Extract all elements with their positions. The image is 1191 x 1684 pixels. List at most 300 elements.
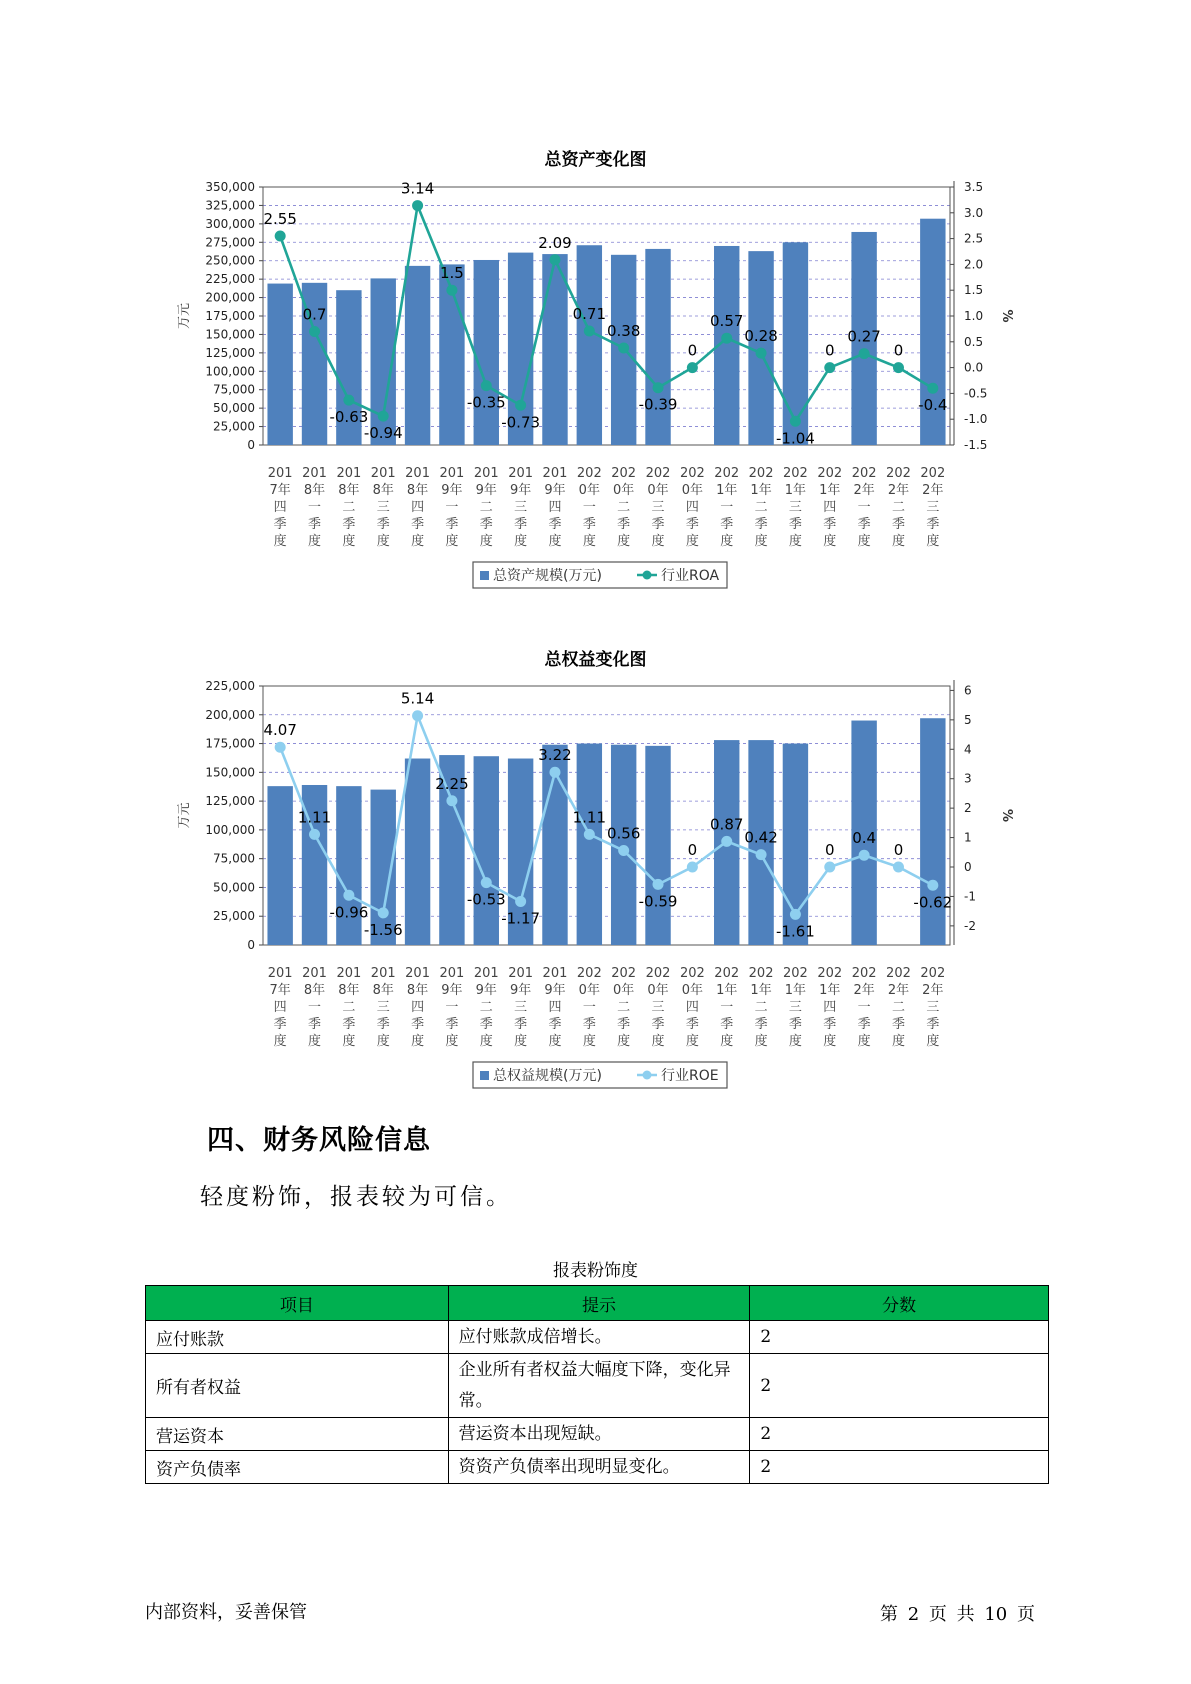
data-point [378, 411, 389, 422]
bar [645, 249, 670, 445]
y2-tick-label: 5 [964, 712, 972, 727]
x-tick-label: 三 [514, 1000, 528, 1015]
x-tick-label: 季 [273, 1017, 287, 1032]
x-tick-label: 四 [411, 1000, 425, 1015]
x-tick-label: 度 [514, 1034, 528, 1049]
x-tick-label: 201 [439, 466, 465, 481]
footer-confidential: 内部资料，妥善保管 [145, 1602, 307, 1623]
x-tick-label: 季 [411, 1017, 425, 1032]
x-tick-label: 度 [891, 1034, 905, 1049]
x-tick-label: 202 [748, 966, 774, 981]
x-tick-label: 季 [342, 517, 356, 532]
data-label: 2.09 [538, 233, 572, 252]
x-tick-label: 9年 [475, 983, 497, 998]
x-tick-label: 季 [926, 1017, 940, 1032]
data-label: 0.4 [852, 829, 877, 848]
x-tick-label: 201 [267, 466, 293, 481]
y-tick-label: 100,000 [205, 822, 255, 837]
legend-line-label: 行业ROA [661, 568, 720, 584]
data-point [343, 890, 354, 901]
table-row [146, 1354, 1049, 1418]
data-label: -0.39 [638, 395, 678, 414]
x-tick-label: 四 [273, 500, 287, 515]
chart-title-total-assets: 总资产变化图 [544, 150, 647, 170]
x-tick-label: 2年 [887, 483, 910, 498]
x-tick-label: 201 [302, 466, 327, 481]
x-tick-label: 201 [542, 966, 568, 981]
risk-table [145, 1285, 1049, 1484]
x-tick-label: 三 [788, 1000, 802, 1015]
x-tick-label: 季 [685, 517, 699, 532]
x-tick-label: 季 [376, 1017, 390, 1032]
data-point [687, 362, 698, 373]
legend-bar-swatch [480, 1071, 489, 1080]
x-tick-label: 度 [548, 534, 562, 549]
data-point [515, 400, 526, 411]
x-tick-label: 季 [411, 517, 425, 532]
data-label: 4.07 [263, 721, 297, 740]
x-tick-label: 度 [685, 534, 699, 549]
x-tick-label: 一 [308, 500, 322, 515]
row-item: 所有者权益 [146, 1354, 449, 1418]
data-label: -0.63 [329, 408, 369, 427]
x-tick-label: 度 [926, 1034, 940, 1049]
x-tick-label: 201 [473, 466, 499, 481]
y-tick-label: 100,000 [205, 364, 255, 379]
y2-tick-label: 1.0 [964, 309, 984, 323]
x-tick-label: 度 [514, 534, 528, 549]
x-tick-label: 一 [857, 1000, 871, 1015]
data-label: 0 [893, 841, 904, 860]
y2-tick-label: 2 [964, 801, 972, 816]
x-tick-label: 202 [714, 966, 740, 981]
x-tick-label: 季 [720, 517, 734, 532]
data-label: -0.35 [466, 393, 506, 412]
x-tick-label: 季 [273, 517, 287, 532]
data-label: -0.94 [363, 424, 403, 443]
row-score: 2 [750, 1321, 1049, 1354]
x-tick-label: 1年 [716, 483, 738, 498]
y2-tick-label: -1 [964, 889, 976, 904]
x-tick-label: 季 [514, 1017, 528, 1032]
x-tick-label: 202 [920, 466, 946, 481]
row-score: 2 [750, 1418, 1049, 1451]
x-tick-label: 度 [891, 534, 905, 549]
x-tick-label: 一 [445, 500, 459, 515]
y2-tick-label: 3.5 [964, 180, 984, 194]
header-item: 项目 [146, 1286, 449, 1321]
y2-axis-label: % [999, 309, 1014, 323]
total-equity-chart [0, 600, 1191, 1100]
y-tick-label: 50,000 [213, 401, 255, 416]
x-tick-label: 8年 [372, 983, 394, 998]
x-tick-label: 季 [891, 517, 905, 532]
x-tick-label: 一 [857, 500, 871, 515]
x-tick-label: 201 [405, 966, 430, 981]
x-tick-label: 度 [823, 1034, 837, 1049]
x-tick-label: 度 [479, 1034, 493, 1049]
y-tick-label: 50,000 [213, 880, 255, 895]
data-label: 0 [893, 341, 904, 360]
x-tick-label: 四 [685, 1000, 699, 1015]
y2-tick-label: 2.5 [964, 231, 984, 246]
x-tick-label: 季 [857, 517, 871, 532]
data-label: 3.22 [538, 746, 572, 765]
x-tick-label: 201 [370, 466, 396, 481]
x-tick-label: 0年 [647, 483, 669, 498]
x-tick-label: 2年 [922, 483, 944, 498]
data-point [790, 909, 801, 920]
x-tick-label: 季 [308, 1017, 322, 1032]
x-tick-label: 1年 [784, 483, 807, 498]
bar [577, 245, 602, 445]
data-label: -0.59 [638, 892, 678, 911]
y-tick-label: 150,000 [205, 765, 255, 780]
row-score: 2 [750, 1451, 1049, 1484]
x-tick-label: 度 [788, 534, 802, 549]
table-caption: 报表粉饰度 [553, 1261, 638, 1281]
data-point [343, 395, 354, 406]
x-tick-label: 度 [548, 1034, 562, 1049]
x-tick-label: 201 [439, 966, 465, 981]
y-axis-label: 万元 [177, 802, 192, 829]
x-tick-label: 二 [891, 500, 905, 515]
x-tick-label: 202 [611, 466, 637, 481]
x-tick-label: 度 [445, 534, 459, 549]
data-point [378, 907, 389, 918]
x-tick-label: 度 [617, 534, 631, 549]
data-label: -0.73 [501, 413, 541, 432]
x-tick-label: 季 [926, 517, 940, 532]
x-tick-label: 202 [851, 466, 877, 481]
data-label: 0.42 [744, 828, 778, 847]
x-tick-label: 季 [754, 1017, 768, 1032]
row-item: 应付账款 [146, 1321, 449, 1354]
x-tick-label: 度 [308, 534, 322, 549]
y2-tick-label: 4 [964, 742, 972, 757]
x-tick-label: 季 [651, 517, 665, 532]
data-point [275, 231, 286, 242]
x-tick-label: 7年 [269, 983, 291, 998]
x-tick-label: 2年 [853, 483, 875, 498]
bar [267, 284, 292, 445]
data-point [584, 325, 595, 336]
x-tick-label: 季 [548, 517, 562, 532]
data-point [756, 849, 767, 860]
y-tick-label: 125,000 [205, 345, 255, 360]
bar [267, 786, 292, 945]
x-tick-label: 季 [342, 1017, 356, 1032]
data-point [893, 862, 904, 873]
x-tick-label: 度 [651, 534, 665, 549]
data-point [824, 362, 835, 373]
y2-tick-label: 6 [964, 683, 972, 698]
x-tick-label: 三 [376, 500, 390, 515]
data-point [618, 342, 629, 353]
y2-tick-label: -0.5 [964, 386, 988, 401]
x-tick-label: 1年 [750, 483, 772, 498]
data-label: 0.28 [744, 327, 778, 346]
x-tick-label: 四 [823, 1000, 837, 1015]
y-tick-label: 125,000 [205, 794, 255, 809]
x-tick-label: 一 [582, 500, 596, 515]
x-tick-label: 季 [617, 1017, 631, 1032]
y-tick-label: 200,000 [205, 290, 255, 305]
data-label: 0 [687, 841, 698, 860]
x-tick-label: 度 [582, 534, 596, 549]
x-tick-label: 季 [823, 517, 837, 532]
data-label: -1.56 [363, 920, 403, 939]
x-tick-label: 季 [823, 1017, 837, 1032]
table-row [146, 1418, 1049, 1451]
x-tick-label: 202 [748, 466, 774, 481]
y2-tick-label: 0 [964, 860, 972, 875]
y2-tick-label: -1.5 [964, 438, 988, 452]
x-tick-label: 季 [788, 1017, 802, 1032]
x-tick-label: 度 [754, 534, 768, 549]
data-point [309, 326, 320, 337]
legend-bar-label: 总权益规模(万元) [493, 1068, 602, 1084]
x-tick-label: 度 [823, 534, 837, 549]
data-label: 1.11 [297, 808, 332, 827]
data-point [515, 896, 526, 907]
x-tick-label: 1年 [716, 983, 738, 998]
data-label: 2.25 [435, 774, 469, 793]
x-tick-label: 7年 [269, 483, 291, 498]
data-point [549, 767, 560, 778]
bar [405, 266, 430, 445]
x-tick-label: 三 [926, 500, 940, 515]
y-tick-label: 75,000 [213, 382, 255, 397]
x-tick-label: 1年 [750, 983, 772, 998]
x-tick-label: 二 [479, 500, 493, 515]
y-tick-label: 250,000 [205, 253, 255, 268]
data-label: 0 [687, 341, 698, 360]
data-point [721, 333, 732, 344]
x-tick-label: 度 [582, 1034, 596, 1049]
y-tick-label: 75,000 [213, 851, 255, 866]
data-point [412, 710, 423, 721]
data-point [653, 382, 664, 393]
x-tick-label: 度 [273, 1034, 287, 1049]
x-tick-label: 201 [508, 966, 534, 981]
x-tick-label: 202 [714, 466, 740, 481]
y2-tick-label: 0.0 [964, 360, 984, 375]
x-tick-label: 三 [514, 500, 528, 515]
y-axis-label: 万元 [177, 302, 192, 330]
data-point [309, 829, 320, 840]
row-hint: 应付账款成倍增长。 [448, 1321, 750, 1354]
y-tick-label: 200,000 [205, 707, 255, 722]
data-label: -0.53 [466, 890, 506, 909]
x-tick-label: 季 [582, 1017, 596, 1032]
x-tick-label: 201 [267, 966, 293, 981]
x-tick-label: 四 [273, 1000, 287, 1015]
chart-title-total-equity: 总权益变化图 [544, 650, 647, 670]
y-tick-label: 275,000 [205, 235, 255, 250]
x-tick-label: 201 [542, 466, 568, 481]
x-tick-label: 二 [342, 500, 356, 515]
x-tick-label: 1年 [819, 983, 841, 998]
header-hint: 提示 [448, 1286, 750, 1321]
x-tick-label: 9年 [475, 483, 497, 498]
data-label: 0 [825, 341, 835, 360]
data-point [927, 383, 938, 394]
x-tick-label: 9年 [509, 483, 532, 498]
x-tick-label: 季 [514, 517, 528, 532]
data-point [584, 829, 595, 840]
x-tick-label: 度 [273, 534, 287, 549]
y-tick-label: 175,000 [205, 309, 255, 323]
legend-bar-label: 总资产规模(万元) [493, 568, 602, 584]
table-row [146, 1451, 1049, 1484]
x-tick-label: 1年 [784, 983, 807, 998]
y-tick-label: 300,000 [205, 216, 255, 231]
x-tick-label: 一 [582, 1000, 596, 1015]
x-tick-label: 202 [576, 466, 602, 481]
x-tick-label: 8年 [303, 983, 326, 998]
x-tick-label: 三 [651, 1000, 665, 1015]
x-tick-label: 一 [308, 1000, 322, 1015]
x-tick-label: 度 [411, 1034, 425, 1049]
y-tick-label: 0 [247, 438, 255, 452]
data-label: 5.14 [400, 689, 435, 708]
x-tick-label: 三 [788, 500, 802, 515]
y2-tick-label: 2.0 [964, 257, 984, 272]
data-label: 0.38 [606, 321, 641, 340]
bar [474, 260, 499, 445]
data-point [893, 362, 904, 373]
x-tick-label: 二 [342, 1000, 356, 1015]
data-point [481, 877, 492, 888]
x-tick-label: 9年 [441, 483, 463, 498]
x-tick-label: 二 [479, 1000, 493, 1015]
x-tick-label: 202 [611, 966, 637, 981]
data-label: -1.61 [776, 922, 815, 941]
x-tick-label: 季 [582, 517, 596, 532]
x-tick-label: 2年 [922, 983, 944, 998]
row-hint: 企业所有者权益大幅度下降，变化异常。 [448, 1354, 750, 1418]
x-tick-label: 201 [370, 966, 396, 981]
bar [611, 745, 636, 945]
x-tick-label: 202 [920, 966, 946, 981]
x-tick-label: 0年 [681, 983, 704, 998]
data-label: 0.71 [572, 304, 607, 323]
row-score: 2 [750, 1354, 1049, 1418]
bar [577, 744, 602, 945]
data-point [721, 836, 732, 847]
x-tick-label: 8年 [406, 983, 429, 998]
data-label: 3.14 [400, 179, 435, 198]
x-tick-label: 度 [342, 534, 356, 549]
x-tick-label: 度 [720, 534, 734, 549]
legend-line-marker [643, 571, 652, 580]
x-tick-label: 8年 [338, 483, 360, 498]
x-tick-label: 二 [891, 1000, 905, 1015]
x-tick-label: 度 [445, 1034, 459, 1049]
y-tick-label: 225,000 [205, 272, 255, 287]
x-tick-label: 202 [817, 966, 843, 981]
x-tick-label: 202 [783, 966, 808, 981]
total-assets-chart [0, 0, 1191, 600]
data-label: 0.87 [710, 815, 744, 834]
data-point [859, 348, 870, 359]
x-tick-label: 季 [376, 517, 390, 532]
legend-line-label: 行业ROE [661, 1068, 719, 1084]
x-tick-label: 三 [376, 1000, 390, 1015]
x-tick-label: 0年 [681, 483, 704, 498]
x-tick-label: 二 [617, 1000, 631, 1015]
x-tick-label: 季 [685, 1017, 699, 1032]
x-tick-label: 2年 [853, 983, 875, 998]
x-tick-label: 201 [405, 466, 430, 481]
x-tick-label: 季 [617, 517, 631, 532]
x-tick-label: 度 [376, 1034, 390, 1049]
x-tick-label: 度 [308, 1034, 322, 1049]
y-tick-label: 325,000 [205, 198, 255, 213]
row-hint: 资资产负债率出现明显变化。 [448, 1451, 750, 1484]
y-tick-label: 25,000 [213, 909, 255, 924]
x-tick-label: 度 [376, 534, 390, 549]
y-tick-label: 0 [247, 938, 255, 952]
x-tick-label: 季 [308, 517, 322, 532]
bar [783, 242, 808, 445]
data-point [446, 285, 457, 296]
x-tick-label: 202 [645, 966, 671, 981]
x-tick-label: 度 [788, 1034, 802, 1049]
legend-bar-swatch [480, 571, 489, 580]
x-tick-label: 季 [479, 1017, 493, 1032]
x-tick-label: 201 [336, 466, 362, 481]
y-tick-label: 175,000 [205, 736, 255, 751]
section-summary: 轻度粉饰，报表较为可信。 [200, 1184, 512, 1210]
x-tick-label: 季 [479, 517, 493, 532]
data-label: 1.11 [572, 808, 607, 827]
x-tick-label: 8年 [406, 483, 429, 498]
bar [645, 746, 670, 945]
x-tick-label: 三 [651, 500, 665, 515]
x-tick-label: 202 [851, 966, 877, 981]
x-tick-label: 季 [754, 517, 768, 532]
x-tick-label: 1年 [819, 483, 841, 498]
x-tick-label: 季 [445, 1017, 459, 1032]
bar [542, 254, 567, 445]
x-tick-label: 8年 [338, 983, 360, 998]
x-tick-label: 二 [617, 500, 631, 515]
x-tick-label: 季 [788, 517, 802, 532]
x-tick-label: 0年 [647, 983, 669, 998]
data-label: -1.17 [501, 909, 541, 928]
footer-page-number: 第 2 页 共 10 页 [880, 1604, 1035, 1625]
x-tick-label: 202 [679, 466, 705, 481]
x-tick-label: 度 [411, 534, 425, 549]
x-tick-label: 0年 [578, 483, 600, 498]
x-tick-label: 8年 [303, 483, 326, 498]
y-tick-label: 350,000 [205, 180, 255, 194]
x-tick-label: 201 [336, 966, 362, 981]
x-tick-label: 9年 [509, 983, 532, 998]
data-point [859, 850, 870, 861]
x-tick-label: 202 [886, 966, 911, 981]
data-label: -0.62 [913, 893, 953, 912]
y2-tick-label: -1.0 [964, 412, 988, 427]
row-item: 营运资本 [146, 1418, 449, 1451]
x-tick-label: 季 [720, 1017, 734, 1032]
x-tick-label: 9年 [441, 983, 463, 998]
legend-line-marker [643, 1071, 652, 1080]
x-tick-label: 202 [783, 466, 808, 481]
data-point [446, 795, 457, 806]
